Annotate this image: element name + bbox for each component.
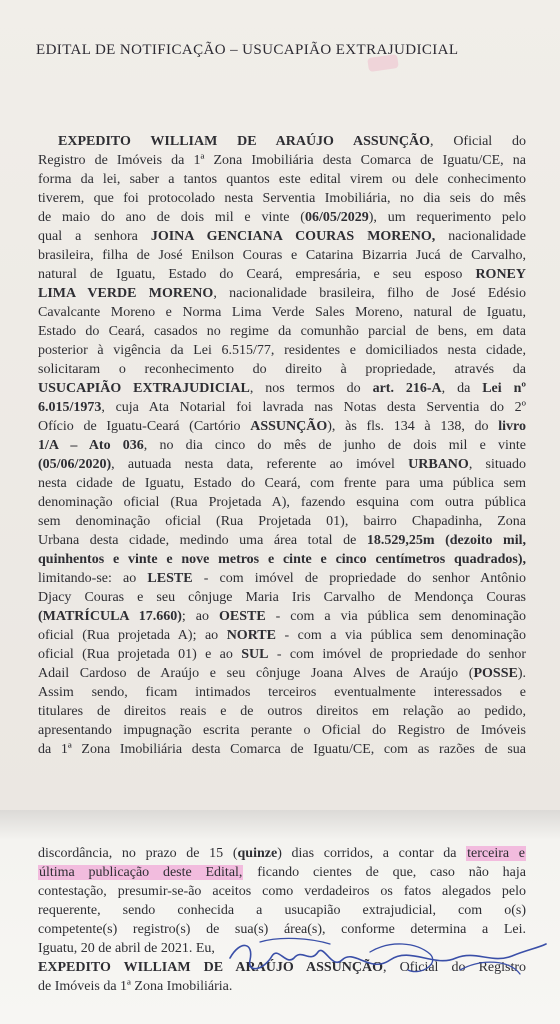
bold-text: 18.529,25m (dezoito mil, <box>366 533 526 548</box>
text-line <box>38 740 526 759</box>
text-segment: , situado <box>468 457 526 472</box>
text-segment: - com imóvel de propriedade do senhor <box>268 647 526 662</box>
text-line <box>38 588 526 607</box>
text-segment: solicitaram o reconhecimento do direito à propriedade, através da <box>38 362 526 377</box>
text-segment: sem denominação oficial (Rua Projetada 01), bairro Chapadinha, Zona <box>38 514 526 529</box>
text-segment: oficial (Rua projetada 01) e ao <box>38 647 242 662</box>
text-line <box>38 626 526 645</box>
text-line <box>38 512 526 531</box>
text-segment: Urbana desta cidade, medindo uma área total de <box>38 533 367 548</box>
text-line <box>38 645 526 664</box>
text-line <box>38 702 526 721</box>
text-segment: ficando cientes de que, caso não haja <box>243 865 526 880</box>
bold-text: 1/A – Ato 036 <box>38 438 144 453</box>
text-line <box>38 189 526 208</box>
text-segment: da 1ª Zona Imobiliária desta Comarca de Iguatu/CE, com as razões de sua <box>38 742 526 757</box>
text-segment: oficial (Rua projetada A); ao <box>38 628 227 643</box>
text-line <box>38 379 526 398</box>
text-line <box>38 939 526 958</box>
text-line <box>38 607 526 626</box>
text-segment: ) dias corridos, a contar da <box>277 846 467 861</box>
text-segment: contestação, presumir-se-ão aceitos como verdadeiros os fatos alegados pelo <box>38 884 526 899</box>
text-segment: nacionalidade <box>435 229 526 244</box>
bold-text: SUL <box>241 647 269 662</box>
text-line <box>38 303 526 322</box>
text-line <box>38 341 526 360</box>
text-line <box>38 721 526 740</box>
bold-text: EXPEDITO WILLIAM DE ARAÚJO ASSUNÇÃO <box>58 134 431 149</box>
text-segment: competente(s) registro(s) de sua(s) área(s), conforme determina a Lei. <box>38 922 526 937</box>
text-segment: Estado do Ceará, casados no regime da comunhão parcial de bens, em data <box>38 324 526 339</box>
text-segment: denominação oficial (Rua Projetada A), fazendo esquina com outra pública <box>38 495 526 510</box>
bold-text: (MATRÍCULA 17.660) <box>38 609 182 624</box>
bold-text: LESTE <box>147 571 193 586</box>
text-segment: Iguatu, 20 de abril de 2021. Eu, <box>38 941 215 956</box>
text-segment: natural de Iguatu, Estado do Ceará, empresária, e seu esposo <box>38 267 476 282</box>
text-line <box>38 398 526 417</box>
bold-text: NORTE <box>226 628 276 643</box>
text-segment: titulares de direitos reais e de outros direitos em relação ao pedido, <box>38 704 526 719</box>
text-segment: , nacionalidade brasileira, filho de José Edésio <box>213 286 526 301</box>
notice-closing <box>38 844 526 996</box>
document-title: EDITAL DE NOTIFICAÇÃO – USUCAPIÃO EXTRAJUDICIAL <box>36 42 459 58</box>
text-segment: - com a via pública sem denominação <box>275 628 526 643</box>
text-segment: , autuada nesta data, referente ao imóvel <box>111 457 409 472</box>
text-line <box>38 664 526 683</box>
text-line <box>38 208 526 227</box>
text-line <box>38 920 526 939</box>
text-segment: ), um requerimento pelo <box>368 210 527 225</box>
text-segment: posterior à vigência da Lei 6.515/77, residentes e domiciliados nesta cidade, <box>38 343 526 358</box>
text-line <box>38 227 526 246</box>
text-line <box>38 474 526 493</box>
text-line <box>38 322 526 341</box>
text-segment: apresentando impugnação escrita perante o Oficial do Registro de Imóveis <box>38 723 526 738</box>
text-segment: , Oficial do <box>430 134 527 149</box>
text-segment: Ofício de Iguatu-Ceará (Cartório <box>38 419 251 434</box>
text-line <box>38 455 526 474</box>
text-segment: tiverem, que foi protocolado nesta Serventia Imobiliária, no dia seis do mês <box>38 191 526 206</box>
text-segment: - com a via pública sem denominação <box>265 609 527 624</box>
text-segment: , nos termos do <box>249 381 373 396</box>
text-segment: Registro de Imóveis da 1ª Zona Imobiliária desta Comarca de Iguatu/CE, na <box>38 153 526 168</box>
text-segment: ), às fls. 134 à 138, do <box>327 419 499 434</box>
bold-text: art. 216-A <box>372 381 442 396</box>
text-segment: nesta cidade de Iguatu, Estado do Ceará, com frente para uma pública sem <box>38 476 526 491</box>
text-line <box>38 531 526 550</box>
text-segment: , Oficial do Registro <box>383 960 527 975</box>
bold-text: OESTE <box>218 609 266 624</box>
text-line <box>38 170 526 189</box>
text-segment: Cavalcante Moreno e Norma Lima Verde Sales Moreno, natural de Iguatu, <box>38 305 526 320</box>
bold-text: URBANO <box>408 457 469 472</box>
text-line <box>38 863 526 882</box>
text-segment: ; ao <box>181 609 219 624</box>
text-line <box>38 360 526 379</box>
bold-text: 6.015/1973 <box>38 400 102 415</box>
text-line <box>38 417 526 436</box>
text-segment: - com imóvel de propriedade do senhor Antônio <box>192 571 526 586</box>
text-line <box>38 151 526 170</box>
bold-text: USUCAPIÃO EXTRAJUDICIAL <box>38 381 250 396</box>
bold-text: LIMA VERDE MORENO <box>38 286 214 301</box>
text-line <box>38 683 526 702</box>
bold-text: livro <box>498 419 526 434</box>
bold-text: quinze <box>237 846 278 861</box>
text-line <box>38 436 526 455</box>
text-line <box>38 493 526 512</box>
text-line <box>38 958 526 977</box>
bold-text: 06/05/2029 <box>304 210 369 225</box>
text-segment: discordância, no prazo de 15 ( <box>38 846 238 861</box>
text-line <box>38 901 526 920</box>
text-segment: requerente, sendo conhecida a usucapião extrajudicial, com o(s) <box>38 903 526 918</box>
text-segment: de maio do ano de dois mil e vinte ( <box>38 210 305 225</box>
text-segment: , no dia cinco do mês de junho de dois mil e vinte <box>143 438 526 453</box>
text-segment: brasileira, filha de José Enilson Couras e Catarina Bizarria Jucá de Carvalho, <box>38 248 526 263</box>
bold-text: Lei nº <box>482 381 526 396</box>
text-segment: forma da lei, saber a tantos quantos este edital virem ou dele conhecimento <box>38 172 526 187</box>
text-segment: ). <box>517 666 526 681</box>
text-line <box>38 569 526 588</box>
text-segment: Assim sendo, ficam intimados terceiros eventualmente interessados e <box>38 685 526 700</box>
text-line <box>38 550 526 569</box>
highlighted-text: terceira e <box>467 846 525 861</box>
bold-text: ASSUNÇÃO <box>250 419 328 434</box>
bold-text: quinhentos e vinte e nove metros e cinte e cinco centímetros quadrados), <box>38 552 526 567</box>
highlighted-text: última publicação deste Edital, <box>39 865 243 880</box>
text-line <box>38 246 526 265</box>
text-line <box>38 844 526 863</box>
text-segment: limitando-se: ao <box>38 571 148 586</box>
text-segment: qual a senhora <box>38 229 151 244</box>
bold-text: JOINA GENCIANA COURAS MORENO, <box>150 229 436 244</box>
notice-body <box>38 132 526 759</box>
text-segment: , da <box>441 381 483 396</box>
text-segment: , cuja Ata Notarial foi lavrada nas Notas desta Serventia do 2º <box>101 400 526 415</box>
text-segment: Adail Cardoso de Araújo e seu cônjuge Joana Alves de Araújo ( <box>38 666 474 681</box>
text-line <box>38 882 526 901</box>
bold-text: (05/06/2020) <box>38 457 112 472</box>
text-segment: de Imóveis da 1ª Zona Imobiliária. <box>38 979 233 994</box>
text-segment: Djacy Couras e seu cônjuge Maria Iris Carvalho de Mendonça Couras <box>38 590 526 605</box>
text-line <box>38 284 526 303</box>
bold-text: RONEY <box>475 267 526 282</box>
text-line <box>38 132 526 151</box>
bold-text: POSSE <box>473 666 518 681</box>
bold-text: EXPEDITO WILLIAM DE ARAÚJO ASSUNÇÃO <box>38 960 384 975</box>
text-line <box>38 977 526 996</box>
text-line <box>38 265 526 284</box>
